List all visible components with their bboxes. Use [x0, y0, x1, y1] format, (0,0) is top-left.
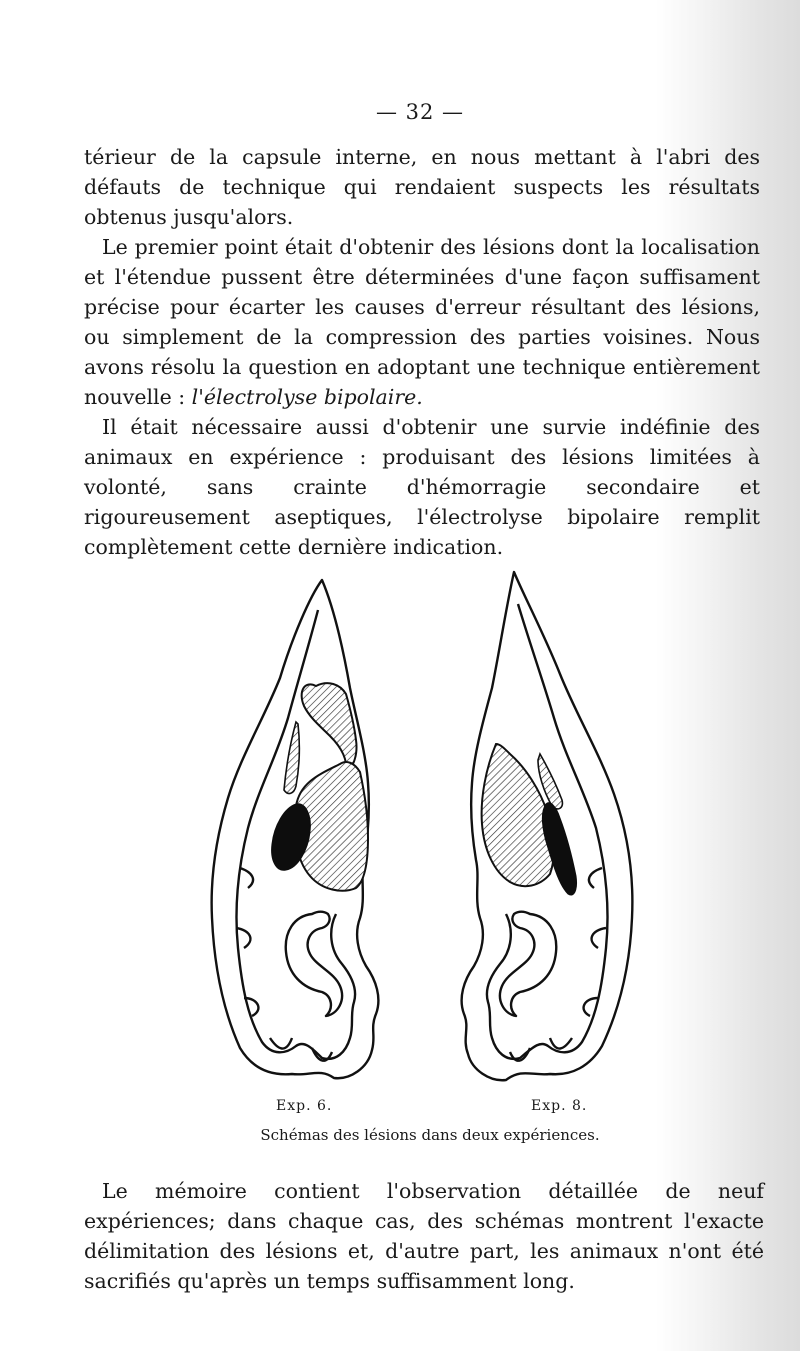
- left-caudate-lesion: [302, 683, 357, 774]
- paragraph-3-text: Il était nécessaire aussi d'obtenir une survie indéfinie des animaux en expérience : produisant des lésions limitées à volonté, sans crainte d'hémorragie secondaire et rigoureusement aseptiques, l'électrolyse bipolaire remplit complètement cette dernière indication.: [84, 415, 760, 559]
- left-ventricle: [286, 912, 342, 1016]
- paragraph-2-text: Le premier point était d'obtenir des lésions dont la localisation et l'étendue pussent être déterminées d'une façon suffisament précise pour écarter les causes d'erreur résultant des lésions, ou simplement de la compression des parties voisines. Nous avons résolu la question en adoptant une technique entièrement nouvelle :: [84, 235, 760, 409]
- paragraph-2-italic-term: l'électrolyse bipolaire.: [191, 385, 423, 409]
- paragraph-3: [84, 412, 760, 562]
- right-ventricle: [500, 912, 556, 1016]
- paragraph-4-text: Le mémoire contient l'observation détaillée de neuf expériences; dans chaque cas, des schémas montrent l'exacte délimitation des lésions et, d'autre part, les animaux n'ont été sacrifiés qu'après un temps suffisamment long.: [84, 1179, 764, 1293]
- paragraph-1-text: térieur de la capsule interne, en nous mettant à l'abri des défauts de technique qui rendaient suspects les résultats obtenus jusqu'alors.: [84, 145, 760, 229]
- brain-lesion-figure: [200, 568, 640, 1098]
- figure-label-left: Exp. 6.: [276, 1098, 333, 1114]
- left-capsule-lesion: [284, 722, 299, 793]
- figure-caption: Schémas des lésions dans deux expériences.: [260, 1126, 600, 1144]
- figure-label-right: Exp. 8.: [531, 1098, 588, 1114]
- paragraph-2: [84, 232, 760, 412]
- page-number: — 32 —: [375, 100, 465, 124]
- paragraph-1: [84, 142, 760, 232]
- paragraph-4: [84, 1176, 764, 1296]
